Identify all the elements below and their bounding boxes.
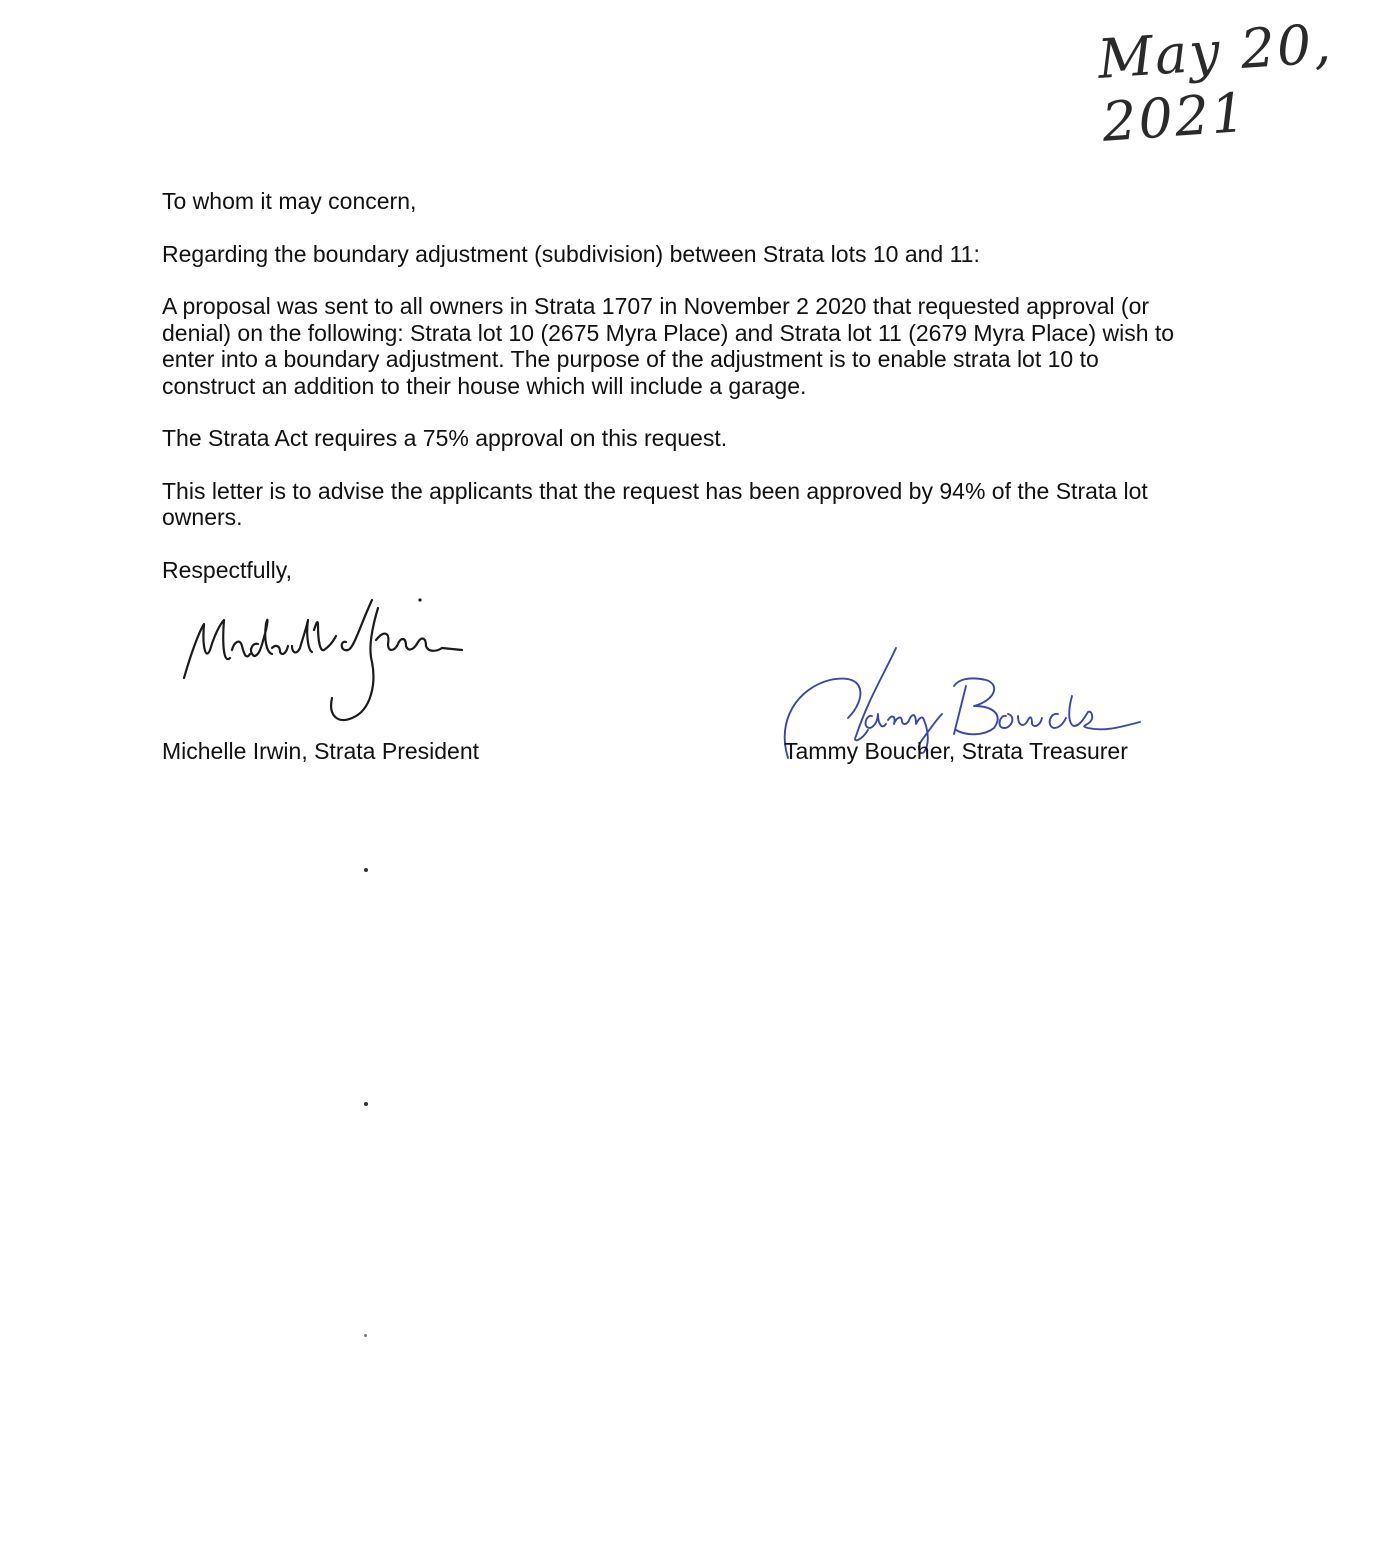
letter-body [162, 188, 1182, 583]
scan-speck [364, 868, 368, 872]
president-name-title: Michelle Irwin, Strata President [162, 738, 480, 764]
requirement-paragraph: The Strata Act requires a 75% approval on this request. [162, 425, 728, 451]
proposal-paragraph: A proposal was sent to all owners in Strata 1707 in November 2 2020 that requested approval (or denial) on the following: Strata lot 10 (2675 Myra Place) and Strata lot 11 (2679 Myra Place) wish to enter into a boundary adjustment. The purpose of the adjustment is to enable strata lot 10 to construct an addition to their house which will include a garage. [162, 293, 1175, 399]
approval-paragraph: This letter is to advise the applicants that the request has been approved by 94% of the Strata lot owners. [162, 477, 1148, 530]
president-signature-block [162, 590, 562, 770]
handwritten-date: May 20, 2021 [1095, 11, 1335, 154]
president-signature [162, 590, 522, 740]
scan-speck [364, 1102, 368, 1106]
closing: Respectfully, [162, 556, 292, 583]
treasurer-signature-block [768, 640, 1168, 770]
treasurer-name-title: Tammy Boucher, Strata Treasurer [784, 738, 1128, 764]
scan-speck [364, 1334, 367, 1337]
subject-paragraph: Regarding the boundary adjustment (subdivision) between Strata lots 10 and 11: [162, 240, 980, 267]
salutation: To whom it may concern, [162, 188, 417, 214]
